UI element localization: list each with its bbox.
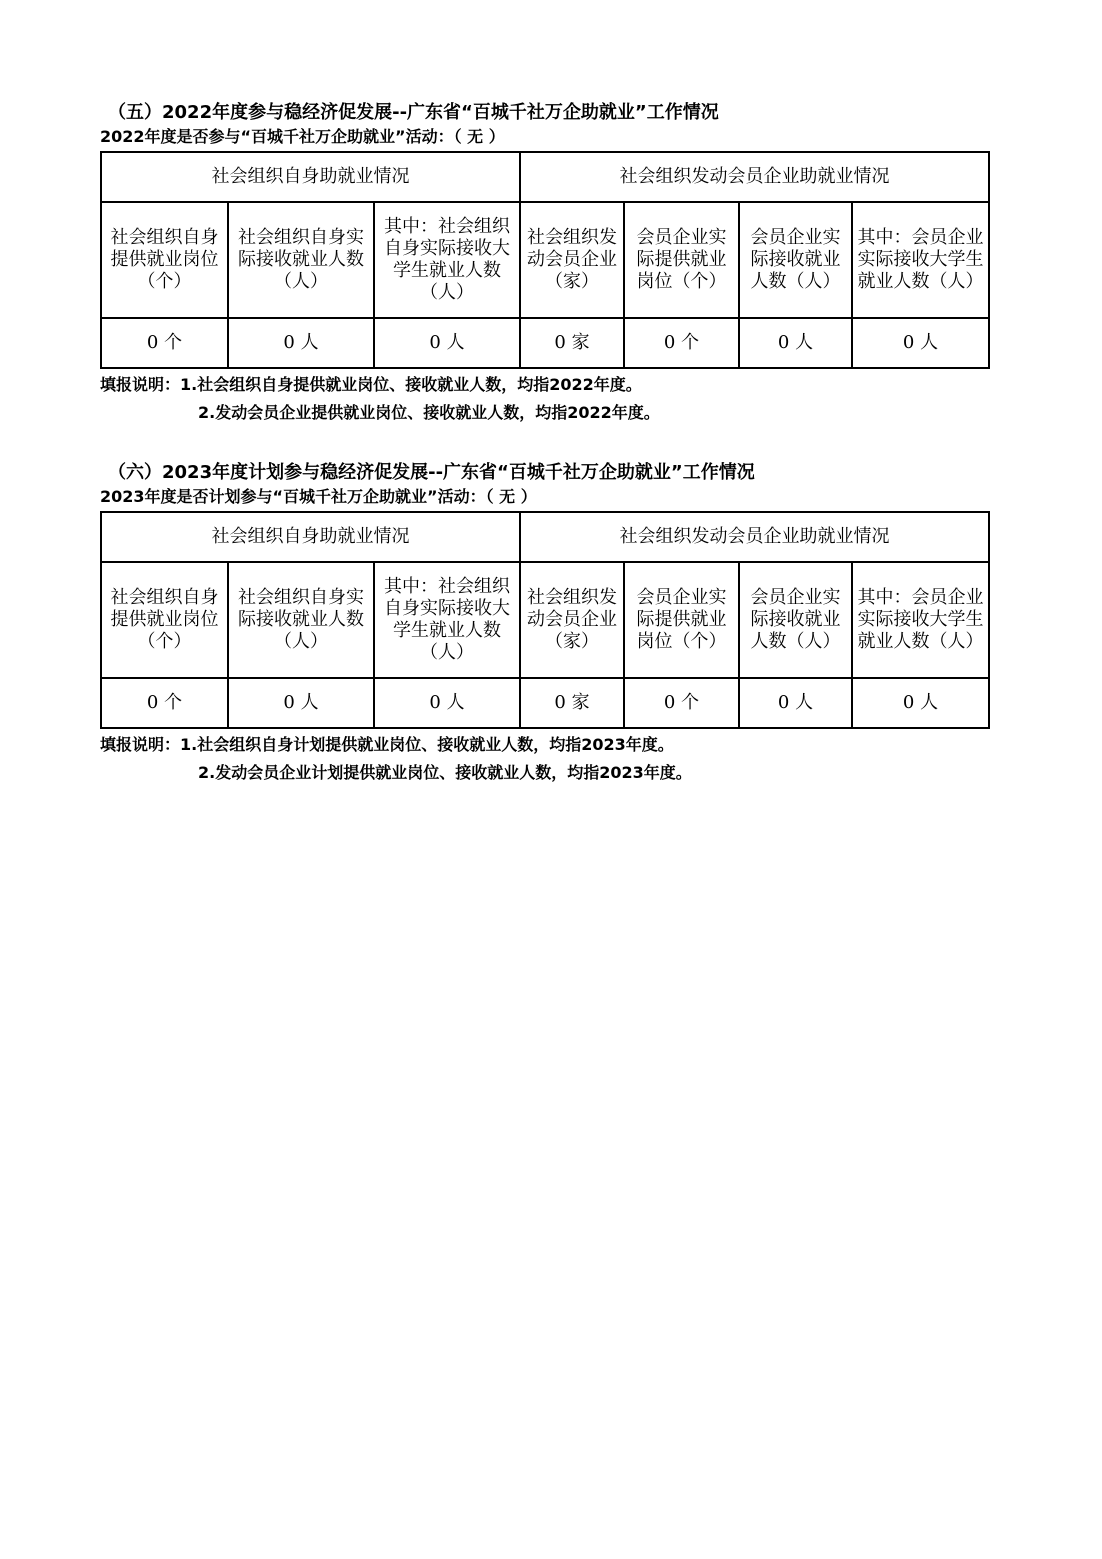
column-header: 其中：会员企业实际接收大学生就业人数（人） (852, 202, 989, 318)
group-header-members: 社会组织发动会员企业助就业情况 (520, 152, 989, 202)
fill-note-1 (100, 731, 990, 759)
value-cell: 0 人 (739, 318, 852, 368)
column-header: 社会组织发动会员企业（家） (520, 562, 624, 678)
group-header-self: 社会组织自身助就业情况 (101, 152, 520, 202)
employment-table (100, 151, 990, 369)
group-header-members: 社会组织发动会员企业助就业情况 (520, 512, 989, 562)
column-header: 其中：社会组织自身实际接收大学生就业人数（人） (374, 202, 520, 318)
column-header: 社会组织自身提供就业岗位（个） (101, 562, 228, 678)
column-header: 社会组织自身提供就业岗位（个） (101, 202, 228, 318)
section-5 (100, 101, 990, 427)
value-cell: 0 人 (374, 318, 520, 368)
value-cell: 0 个 (624, 318, 739, 368)
value-cell: 0 个 (101, 678, 228, 728)
column-header: 社会组织自身实际接收就业人数（人） (228, 562, 374, 678)
group-header-self: 社会组织自身助就业情况 (101, 512, 520, 562)
fill-note-2 (100, 399, 990, 427)
section-title: （六）2023年度计划参与稳经济促发展--广东省“百城千社万企助就业”工作情况 (108, 462, 755, 483)
column-header: 会员企业实际接收就业人数（人） (739, 562, 852, 678)
fill-note-text: 2.发动会员企业提供就业岗位、接收就业人数，均指2022年度。 (198, 403, 660, 422)
column-header: 会员企业实际接收就业人数（人） (739, 202, 852, 318)
column-header: 会员企业实际提供就业岗位（个） (624, 202, 739, 318)
fill-note-label: 填报说明： (100, 735, 181, 754)
fill-note-text: 1.社会组织自身计划提供就业岗位、接收就业人数，均指2023年度。 (180, 735, 674, 754)
column-header: 会员企业实际提供就业岗位（个） (624, 562, 739, 678)
column-header: 社会组织发动会员企业（家） (520, 202, 624, 318)
section-subtitle: 2023年度是否计划参与“百城千社万企助就业”活动：（ 无 ） (100, 487, 537, 506)
section-6 (100, 461, 990, 787)
employment-table (100, 511, 990, 729)
value-cell: 0 个 (624, 678, 739, 728)
fill-note-1 (100, 371, 990, 399)
fill-note-label: 填报说明： (100, 375, 181, 394)
column-header: 其中：社会组织自身实际接收大学生就业人数（人） (374, 562, 520, 678)
value-cell: 0 人 (228, 318, 374, 368)
column-header: 其中：会员企业实际接收大学生就业人数（人） (852, 562, 989, 678)
column-header: 社会组织自身实际接收就业人数（人） (228, 202, 374, 318)
value-cell: 0 人 (852, 678, 989, 728)
value-cell: 0 家 (520, 678, 624, 728)
value-cell: 0 人 (739, 678, 852, 728)
fill-note-text: 2.发动会员企业计划提供就业岗位、接收就业人数，均指2023年度。 (198, 763, 692, 782)
value-cell: 0 个 (101, 318, 228, 368)
value-cell: 0 人 (852, 318, 989, 368)
value-cell: 0 人 (228, 678, 374, 728)
section-title: （五）2022年度参与稳经济促发展--广东省“百城千社万企助就业”工作情况 (108, 102, 719, 123)
value-cell: 0 家 (520, 318, 624, 368)
fill-note-text: 1.社会组织自身提供就业岗位、接收就业人数，均指2022年度。 (180, 375, 642, 394)
section-subtitle: 2022年度是否参与“百城千社万企助就业”活动：（ 无 ） (100, 127, 505, 146)
fill-note-2 (100, 759, 990, 787)
value-cell: 0 人 (374, 678, 520, 728)
